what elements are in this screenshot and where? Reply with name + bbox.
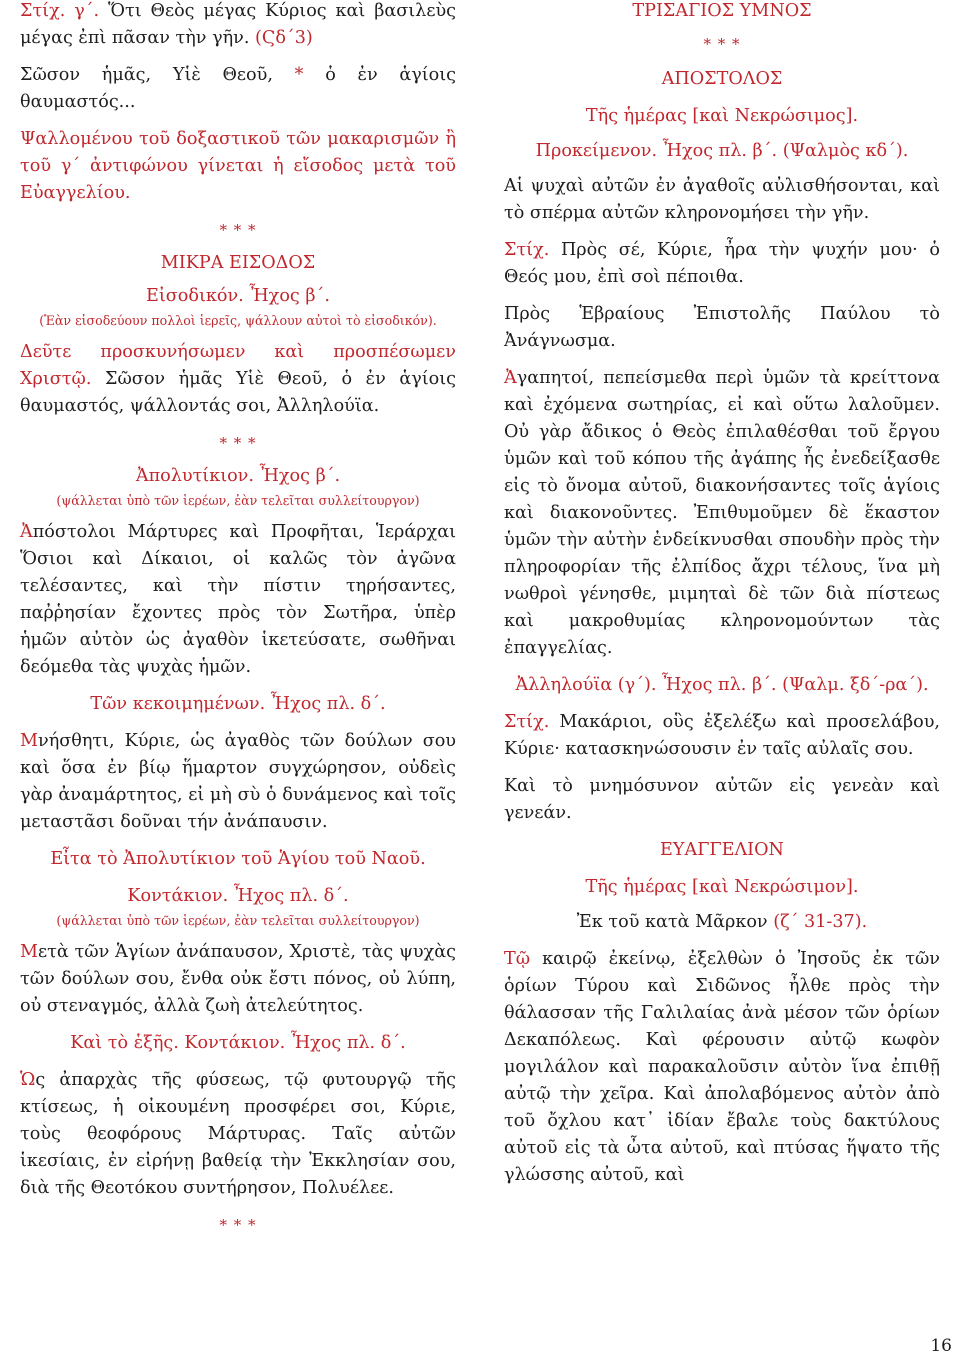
stich-text: Ὅτι Θεὸς μέγας Κύριος καὶ βασιλεὺς μέγας ἐπὶ πᾶσαν τὴν γῆν. bbox=[20, 1, 456, 48]
separator-stars: * * * bbox=[219, 221, 257, 239]
hymn-mnisthiti: Μνήσθητι, Κύριε, ὡς ἀγαθὸς τῶν δούλων σου καὶ ὅσα ἐν βίῳ ἥμαρτον συγχώρησον, οὐδεὶς γὰρ ἀναμάρτητος, εἰ μὴ σὺ ὁ δυνάμενος καὶ τοῖς μεταστᾶσι δοῦναι τήν ἀνάπαυσιν. bbox=[20, 731, 456, 832]
section-heading-trisagios: ΤΡΙΣΑΓΙΟΣ ΥΜΝΟΣ bbox=[632, 1, 812, 21]
prokeimenon-heading: Προκείμενον. Ἦχος πλ. β΄. (Ψαλμὸς κδ΄). bbox=[535, 141, 909, 161]
sotson-verse: Σῶσον ἡμᾶς, Υἱὲ Θεοῦ, * ὁ ἐν ἁγίοις θαυμαστός... bbox=[20, 65, 456, 112]
left-column bbox=[20, 0, 456, 1239]
rubric-psallomenou: Ψαλλομένου τοῦ δοξαστικοῦ τῶν μακαρισμῶν ἢ τοῦ γ΄ ἀντιφώνου γίνεται ἡ εἴσοδος μετὰ τοῦ Εὐαγγελίου. bbox=[20, 129, 456, 203]
section-heading-apostolos: ΑΠΟΣΤΟΛΟΣ bbox=[661, 69, 783, 89]
prokeimenon-text: Αἱ ψυχαὶ αὐτῶν ἐν ἀγαθοῖς αὐλισθήσονται, καὶ τὸ σπέρμα αὐτῶν κληρονομήσει τὴν γῆν. bbox=[504, 176, 940, 223]
separator-stars: * * * bbox=[219, 434, 257, 452]
rubric-eita: Εἶτα τὸ Ἀπολυτίκιον τοῦ Ἁγίου τοῦ Ναοῦ. bbox=[50, 849, 426, 869]
allilouia-heading: Ἀλληλούϊα (γ΄). Ἦχος πλ. β΄. (Ψαλμ. ξδ΄-ρα΄). bbox=[515, 675, 929, 695]
stich-verse: Στίχ. Πρὸς σέ, Κύριε, ἦρα τὴν ψυχήν μου· ὁ Θεός μου, ἐπὶ σοὶ πέποιθα. bbox=[504, 240, 940, 287]
stich-label: Στίχ. γ΄. bbox=[20, 1, 100, 21]
separator-stars: * * * bbox=[219, 1216, 257, 1234]
hymn-apostoloi: Ἀπόστολοι Μάρτυρες καὶ Προφῆται, Ἱεράρχαι Ὅσιοι καὶ Δίκαιοι, οἱ καλῶς τὸν ἀγῶνα τελέσαντες, καὶ τὴν πίστιν τηρήσαντες, παῤῥησίαν ἔχοντες πρὸς τὸν Σωτῆρα, ὑπὲρ ἡμῶν αὐτὸν ὡς ἀγαθὸν ἱκετεύσατε, σωθῆναι δεόμεθα τὰς ψυχὰς ἡμῶν. bbox=[20, 522, 456, 677]
allilouia-verse: Καὶ τὸ μνημόσυνον αὐτῶν εἰς γενεὰν καὶ γενεάν. bbox=[504, 776, 940, 823]
gospel-text: Τῷ καιρῷ ἐκείνῳ, ἐξελθὼν ὁ Ἰησοῦς ἐκ τῶν ὁρίων Τύρου καὶ Σιδῶνος ἦλθε πρὸς τὴν θάλασσαν τῆς Γαλιλαίας ἀνὰ μέσον τῶν ὁρίων Δεκαπόλεως. Καὶ φέρουσιν αὐτῷ κωφὸν μογιλάλον καὶ παρακαλοῦσιν αὐτὸν ἵνα ἐπιθῇ αὐτῷ τὴν χεῖρα. Καὶ ἀπολαβόμενος αὐτὸν ἀπὸ τοῦ ὄχλου κατ᾽ ἰδίαν ἔβαλε τοὺς δακτύλους αὐτοῦ εἰς τὰ ὦτα αὐτοῦ, καὶ πτύσας ἥψατο τῆς γλώσσης αὐτοῦ, καὶ bbox=[504, 949, 940, 1185]
section-heading-evangelion: ΕΥΑΓΓΕΛΙΟΝ bbox=[660, 840, 784, 860]
page-number: 16 bbox=[930, 1336, 952, 1356]
apostolos-day: Τῆς ἡμέρας [καὶ Νεκρώσιμος]. bbox=[585, 106, 859, 126]
kekoimimenon-heading: Τῶν κεκοιμημένων. Ἦχος πλ. δ΄. bbox=[90, 694, 386, 714]
apolytikion-note: (ψάλλεται ὑπὸ τῶν ἱερέων, ἐὰν τελεῖται συλλείτουργον) bbox=[56, 493, 420, 508]
gospel-reference: Ἐκ τοῦ κατὰ Μᾶρκον (ζ΄ 31-37). bbox=[576, 912, 868, 932]
hymn-meta-ton-agion: Μετὰ τῶν Ἁγίων ἀνάπαυσον, Χριστὲ, τὰς ψυχὰς τῶν δούλων σου, ἔνθα οὐκ ἔστι πόνος, οὐ λύπη, οὐ στεναγμός, ἀλλὰ ζωὴ ἀτελεύτητος. bbox=[20, 942, 456, 1016]
hymn-os-aparchas: Ὡς ἀπαρχὰς τῆς φύσεως, τῷ φυτουργῷ τῆς κτίσεως, ἡ οἰκουμένη προσφέρει σοι, Κύριε, τοὺς θεοφόρους Μάρτυρας. Ταῖς αὐτῶν ἱκεσίαις, ἐν εἰρήνῃ βαθείᾳ τὴν Ἐκκλησίαν σου, διὰ τῆς Θεοτόκου συντήρησον, Πολυέλεε. bbox=[20, 1070, 456, 1198]
kontakion2-heading: Καὶ τὸ ἑξῆς. Κοντάκιον. Ἦχος πλ. δ΄. bbox=[70, 1033, 406, 1053]
eisodikon-heading: Εἰσοδικόν. Ἦχος β΄. bbox=[146, 286, 330, 306]
stich-verse bbox=[20, 0, 456, 52]
kontakion-note: (ψάλλεται ὑπὸ τῶν ἱερέων, ἐὰν τελεῖται συλλείτουργον) bbox=[56, 913, 420, 928]
epistle-title: Πρὸς Ἑβραίους Ἐπιστολῆς Παύλου τὸ Ἀνάγνωσμα. bbox=[504, 304, 940, 351]
separator-stars: * * * bbox=[703, 35, 741, 53]
evangelion-day: Τῆς ἡμέρας [καὶ Νεκρώσιμον]. bbox=[585, 877, 859, 897]
apolytikion-heading: Ἀπολυτίκιον. Ἦχος β΄. bbox=[135, 466, 341, 486]
stich-ref: (Ϛδ΄3) bbox=[249, 28, 313, 48]
right-column bbox=[504, 0, 940, 1199]
section-heading-mikra-eisodos: ΜΙΚΡΑ ΕΙΣΟΔΟΣ bbox=[160, 253, 316, 273]
hymn-deute: Δεῦτε προσκυνήσωμεν καὶ προσπέσωμεν Χριστῷ. Σῶσον ἡμᾶς Υἱὲ Θεοῦ, ὁ ἐν ἁγίοις θαυμαστός, ψάλλοντάς σοι, Ἀλληλούϊα. bbox=[20, 342, 456, 416]
epistle-text: Ἀγαπητοί, πεπείσμεθα περὶ ὑμῶν τὰ κρείττονα καὶ ἐχόμενα σωτηρίας, εἰ καὶ οὕτω λαλοῦμεν. Οὐ γὰρ ἄδικος ὁ Θεὸς ἐπιλαθέσθαι τοῦ ἔργου ὑμῶν καὶ τοῦ κόπου τῆς ἀγάπης ἧς ἐνεδείξασθε εἰς τὸ ὄνομα αὐτοῦ, διακονήσαντες τοῖς ἁγίοις καὶ διακονοῦντες. Ἐπιθυμοῦμεν δὲ ἕκαστον ὑμῶν τὴν αὐτὴν ἐνδείκνυσθαι σπουδὴν πρὸς τὴν πληροφορίαν τῆς ἐλπίδος ἄχρι τέλους, ἵνα μὴ νωθροὶ γένησθε, μιμηταὶ δὲ τῶν διὰ πίστεως καὶ μακροθυμίας κληρονομούντων τὰς ἐπαγγελίας. bbox=[504, 368, 940, 658]
eisodikon-note: (Ἐὰν εἰσοδεύουν πολλοὶ ἱερεῖς, ψάλλουν αὐτοὶ τὸ εἰσοδικόν). bbox=[39, 313, 437, 328]
stich-verse: Στίχ. Μακάριοι, οὓς ἐξελέξω καὶ προσελάβου, Κύριε· κατασκηνώσουσιν ἐν ταῖς αὐλαῖς σου. bbox=[504, 712, 940, 759]
kontakion-heading: Κοντάκιον. Ἦχος πλ. δ΄. bbox=[127, 886, 349, 906]
